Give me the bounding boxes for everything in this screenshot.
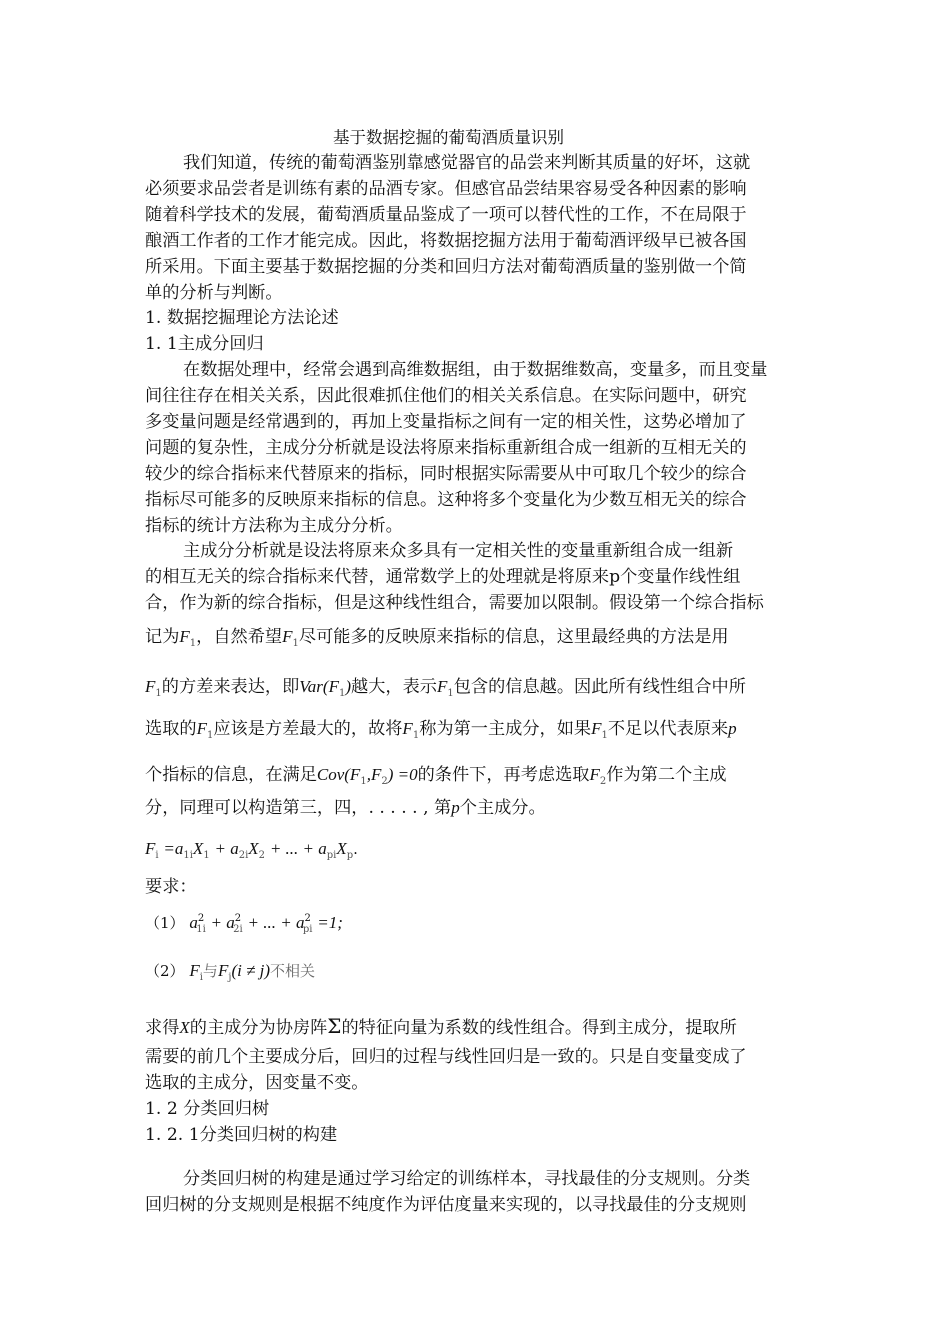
paragraph-math-line: 分，同理可以构造第三，四，. . . . . , 第p个主成分。 [145,798,546,818]
subsection-heading: 1. 1主成分回归 [145,334,264,354]
subsubsection-heading: 1. 2. 1分类回归树的构建 [145,1125,338,1145]
paragraph-math-line: 选取的$F_1$应该是方差最大的，故将$F_1$称为第一主成分，如果$F_1$不足以代表原来p [145,719,737,741]
requirement-2: （2） $F_i$与$F_j(i \ne j)$不相关 [145,961,316,983]
paragraph-line: 分类回归树的构建是通过学习给定的训练样本，寻找最佳的分支规则。分类 [183,1169,751,1189]
paragraph-math-line: $F_1$的方差来表达，即$Var(F_1)$越大，表示$F_1$包含的信息越。因此所有线性组合中所 [145,677,746,699]
intro-line: 酿酒工作者的工作才能完成。因此，将数据挖掘方法用于葡萄酒评级早已被各国 [145,231,747,251]
paragraph-line: 需要的前几个主要成分后，回归的过程与线性回归是一致的。只是自变量变成了 [145,1047,747,1067]
requirements-label: 要求： [145,877,197,897]
paragraph-line: 主成分分析就是设法将原来众多具有一定相关性的变量重新组合成一组新 [183,541,734,561]
intro-line: 我们知道，传统的葡萄酒鉴别靠感觉器官的品尝来判断其质量的好坏，这就 [183,153,751,173]
intro-line: 必须要求品尝者是训练有素的品酒专家。但感官品尝结果容易受各种因素的影响 [145,179,747,199]
paragraph-line: 问题的复杂性，主成分分析就是设法将原来指标重新组合成一组新的互相无关的 [145,438,747,458]
document-title: 基于数据挖掘的葡萄酒质量识别 [333,128,564,147]
paragraph-line: 间往往存在相关关系，因此很难抓住他们的相关关系信息。在实际问题中，研究 [145,386,747,406]
paragraph-line: 指标尽可能多的反映原来指标的信息。这种将多个变量化为少数互相无关的综合 [145,490,747,510]
paragraph-line: 多变量问题是经常遇到的，再加上变量指标之间有一定的相关性，这势必增加了 [145,412,747,432]
paragraph-line: 选取的主成分，因变量不变。 [145,1073,369,1093]
principal-component-formula: $F_i =a_{1i}X_1 + a_{2i}X_2$ + ... + $a_{pi}X_p$. [145,839,358,861]
intro-line: 所采用。下面主要基于数据挖掘的分类和回归方法对葡萄酒质量的鉴别做一个简 [145,257,747,277]
paragraph-line: 指标的统计方法称为主成分分析。 [145,516,403,536]
paragraph-math-line: 个指标的信息，在满足$Cov(F_1,F_2) =0$的条件下，再考虑选取$F_2$作为第二个主成 [145,765,727,787]
paragraph-line: 较少的综合指标来代替原来的指标，同时根据实际需要从中可取几个较少的综合 [145,464,747,484]
paragraph-line: 的相互无关的综合指标来代替，通常数学上的处理就是将原来p个变量作线性组 [145,567,741,587]
paragraph-math-line: 求得X的主成分为协房阵Σ的特征向量为系数的线性组合。得到主成分，提取所 [145,1014,737,1038]
intro-line: 随着科学技术的发展，葡萄酒质量品鉴成了一项可以替代性的工作，不在局限于 [145,205,747,225]
paragraph-line: 回归树的分支规则是根据不纯度作为评估度量来实现的，以寻找最佳的分支规则 [145,1195,747,1215]
paragraph-line: 在数据处理中，经常会遇到高维数据组，由于数据维数高，变量多，而且变量 [183,360,768,380]
requirement-1: （1） $a^2_{1i} + a^2_{2i}$ + ... + $a^2_{pi} =1$; [145,913,343,935]
subsection-heading: 1. 2 分类回归树 [145,1099,270,1119]
paragraph-math-line: 记为$F_1$，自然希望$F_1$尽可能多的反映原来指标的信息，这里最经典的方法是用 [145,627,729,649]
paragraph-line: 合，作为新的综合指标，但是这种线性组合，需要加以限制。假设第一个综合指标 [145,593,764,613]
section-heading: 1. 数据挖掘理论方法论述 [145,308,339,328]
intro-line: 单的分析与判断。 [145,283,283,303]
